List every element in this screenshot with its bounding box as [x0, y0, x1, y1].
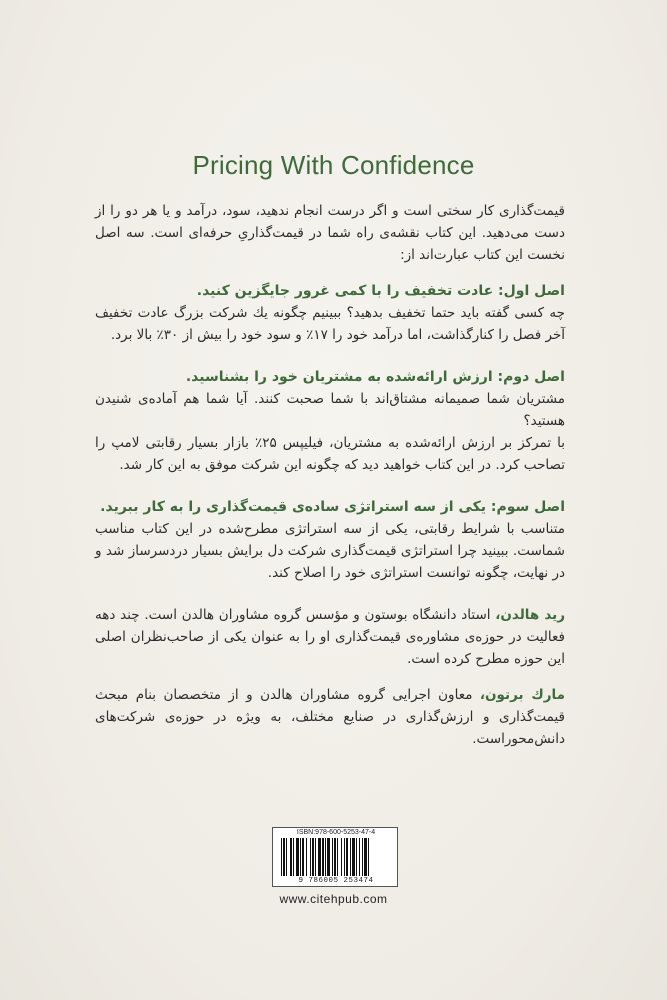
principle-1-body: چه کسی گفته باید حتما تخفیف بدهید؟ ببینیم چگونه یك شرکت بزرگ عادت تخفیف آخر فصل را کنار‌گذاشت، اما درآمد خود را ۱۷٪ و سود خود را بیش از ۳۰٪ بالا برد.: [95, 305, 565, 343]
barcode-bars: [279, 838, 393, 876]
principle-3-heading: اصل سوم: یکی از سه استراتژی ساده‌ی قیمت‌گذاری را به کار ببرید.: [100, 499, 565, 515]
isbn-label: ISBN:978-600-5253-47-4: [296, 829, 376, 836]
principle-2-heading: اصل دوم: ارزش ارائه‌شده به مشتریان خود را بشناسید.: [185, 369, 565, 385]
intro-paragraph: قیمت‌گذاری کار سختی است و اگر درست انجام ندهید، سود، درآمد و یا هر دو را از دست می‌دهید. این کتاب نقشه‌ی راه شما در قیمت‌گذاریِ حرفه‌ای است. سه اصل نخست این کتاب عبارت‌اند از:: [95, 203, 565, 263]
principle-3-body: متناسب با شرایط رقابتی، یکی از سه استراتژی مطرح‌شده در این کتاب مناسب شماست. ببینید چرا استراتژی قیمت‌گذاری شرکت دل برایش بسیار دردسرساز شد و در نهایت، چگونه توانست استراتژی خود را اصلاح کند.: [95, 521, 565, 581]
author-2-bio: معاون اجرایی گروه مشاوران هالدن و از متخصصان بنام مبحث قیمت‌گذاری و ارزش‌گذاری در صنایع مختلف، به ویژه در حوزه‌ی شرکت‌های دانش‌محوراست.: [95, 687, 565, 747]
barcode-digits: 9 786005 253474: [298, 877, 374, 885]
principle-1-heading: اصل اول: عادت تخفیف را با کمی غرور جایگزین کنید.: [196, 283, 565, 299]
author-2-paragraph: [95, 684, 565, 750]
author-1-paragraph: [95, 604, 565, 670]
author-2-name: مارك برتون،: [479, 687, 565, 703]
back-cover-text: [95, 200, 565, 750]
barcode: [272, 827, 398, 887]
book-title: Pricing With Confidence: [192, 150, 475, 180]
principle-2-body: مشتریان شما صمیمانه مشتاق‌اند با شما صحبت کنند. آیا شما هم آماده‌ی شنیدن هستید؟: [95, 391, 565, 429]
author-1-bio: استاد دانشگاه بوستون و مؤسس گروه مشاوران هالدن است. چند دهه فعالیت در حوزه‌ی مشاوره‌ی قیمت‌گذاری او را به عنوان یکی از صاحب‌نظران اصلی این حوزه مطرح کرده است.: [95, 607, 565, 667]
author-1-name: رید هالدن،: [495, 607, 566, 623]
principle-2-body-2: با تمرکز بر ارزش ارائه‌شده به مشتریان، فیلیپس ۲۵٪ بازار بسیار رقابتی لامپ را تصاحب کرد. در این کتاب خواهید دید که چگونه این شرکت موفق به این کار شد.: [95, 435, 566, 473]
publisher-website: www.citehpub.com: [279, 892, 388, 906]
